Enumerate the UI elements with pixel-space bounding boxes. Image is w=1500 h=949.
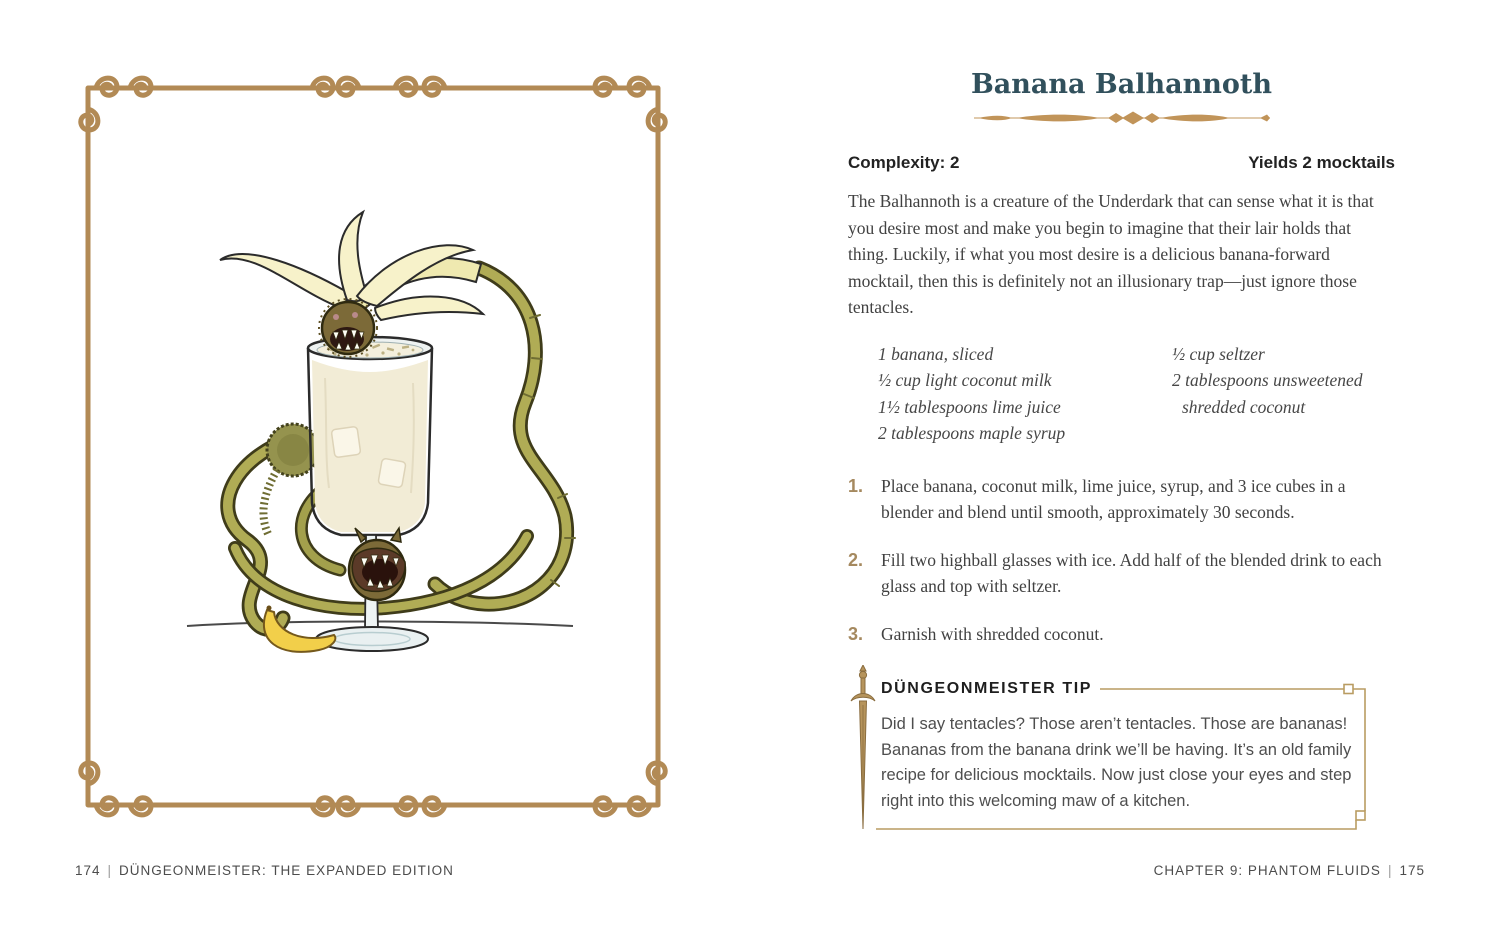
recipe-title: Banana Balhannoth [970,69,1273,100]
step-list [848,473,1395,648]
ingredient: 1 banana, sliced [878,343,994,364]
footer-separator: | [1387,863,1393,878]
ingredient: ½ cup seltzer [1172,343,1265,364]
ingredient-column-1 [878,341,1172,447]
recipe-content [848,0,1395,841]
monster-head-stem [349,528,405,600]
sword-icon [850,665,876,835]
yields-label: Yields 2 mocktails [1248,153,1395,172]
page-number: 174 [75,863,101,878]
step-text: Fill two highball glasses with ice. Add half of the blended drink to each glass and top with seltzer. [881,549,1382,596]
ingredient: 2 tablespoons maple syrup [878,423,1066,443]
recipe-meta [848,153,1395,173]
recipe-intro: The Balhannoth is a creature of the Underdark that can sense what it is that you desire most and make you begin to imagine that their lair holds that thing. Luckily, if what you most desire is a delicious banana-forward mocktail, then this is definitely not an illusionary trap—just ignore those tentacles. [848,191,1374,317]
divider-ornament-icon [972,109,1272,127]
footer-separator: | [107,863,113,878]
balhannoth-illustration [175,198,585,678]
tip-heading: DÜNGEONMEISTER TIP [881,680,1093,697]
complexity-label: Complexity: 2 [848,153,960,172]
book-title: DÜNGEONMEISTER: THE EXPANDED EDITION [119,863,454,878]
ingredient: ½ cup light coconut milk [878,370,1052,390]
ingredient-list [848,341,1395,447]
step [848,621,1395,648]
step-text: Place banana, coconut milk, lime juice, syrup, and 3 ice cubes in a blender and blend until smooth, approximately 30 seconds. [881,475,1346,522]
divider-flourish [848,109,1395,132]
page-number: 175 [1399,863,1425,878]
ingredient: 2 tablespoons unsweetened shredded coconut [1172,370,1363,417]
dungeonmeister-tip-box [848,669,1395,841]
step-number: 1. [848,475,864,496]
ingredient: 1½ tablespoons lime juice [878,396,1061,417]
step-number: 2. [848,549,864,570]
right-page-footer [1154,863,1425,878]
step [848,547,1395,600]
step-text: Garnish with shredded coconut. [881,623,1104,644]
mocktail-glass [308,337,432,535]
ingredient-column-2 [1172,341,1395,447]
tip-body: Did I say tentacles? Those aren’t tentacles. Those are bananas! Bananas from the banana drink we’ll be having. It’s an old family recipe for delicious mocktails. Now just close your eyes and step right into this welcoming maw of a kitchen. [881,715,1352,810]
step-number: 3. [848,623,864,644]
chapter-title: CHAPTER 9: PHANTOM FLUIDS [1153,863,1381,878]
left-page-footer [75,863,454,878]
step [848,473,1395,526]
